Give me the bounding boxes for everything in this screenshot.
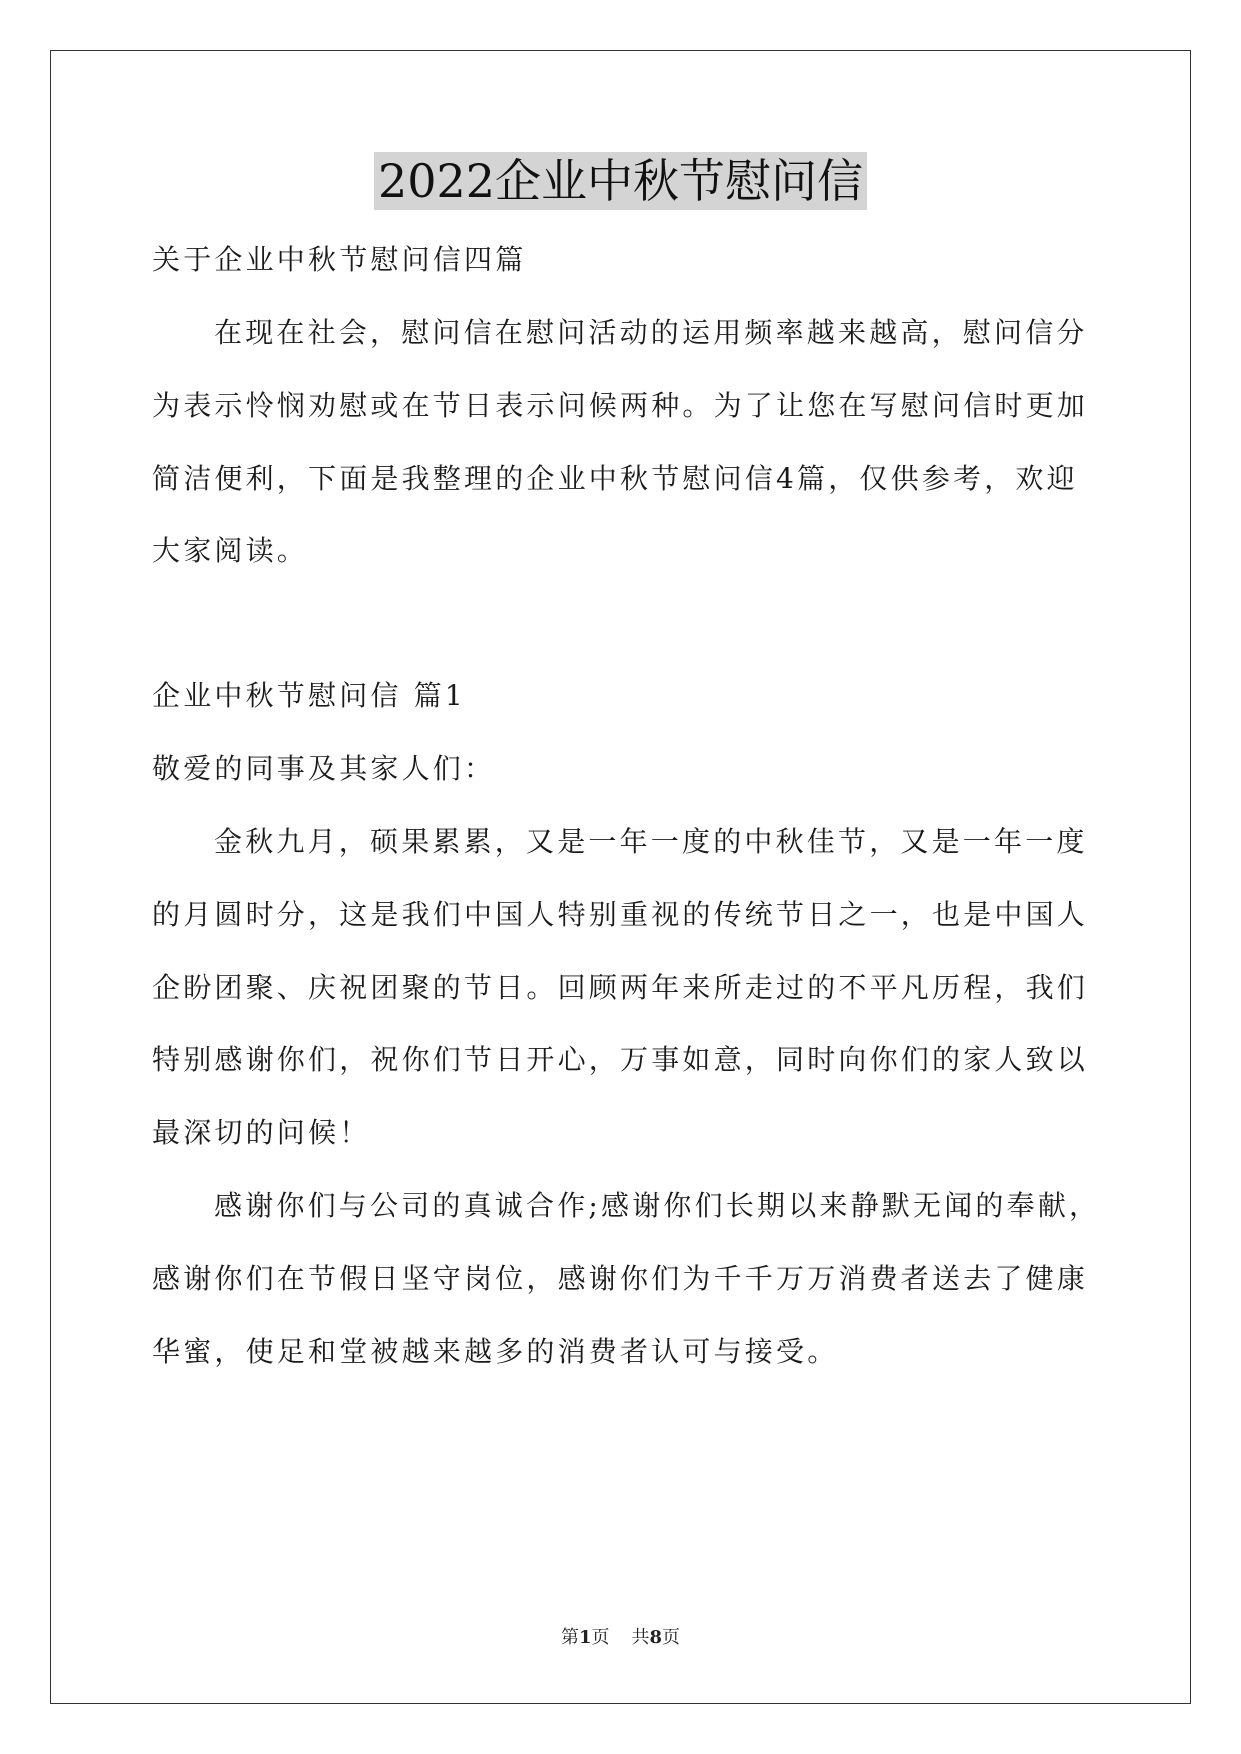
page-number: 第1页 <box>560 1627 610 1648</box>
page-total: 共8页 <box>631 1627 681 1648</box>
title-wrapper <box>0 152 1241 210</box>
intro-line: 简洁便利，下面是我整理的企业中秋节慰问信4篇，仅供参考，欢迎 <box>152 462 1078 495</box>
document-title: 2022企业中秋节慰问信 <box>374 152 867 210</box>
paragraph1-line: 的月圆时分，这是我们中国人特别重视的传统节日之一，也是中国人 <box>152 898 1089 931</box>
page-footer <box>0 1626 1241 1650</box>
document-subtitle: 关于企业中秋节慰问信四篇 <box>152 243 527 276</box>
paragraph2-line: 华蜜，使足和堂被越来越多的消费者认可与接受。 <box>152 1335 839 1368</box>
intro-line: 大家阅读。 <box>152 534 309 567</box>
intro-line: 在现在社会，慰问信在慰问活动的运用频率越来越高，慰问信分 <box>214 316 1088 349</box>
paragraph2-line: 感谢你们在节假日坚守岗位，感谢你们为千千万万消费者送去了健康 <box>152 1262 1089 1295</box>
page-border <box>50 50 1191 1704</box>
section-heading: 企业中秋节慰问信 篇1 <box>152 679 466 712</box>
paragraph1-line: 金秋九月，硕果累累，又是一年一度的中秋佳节，又是一年一度 <box>214 825 1088 858</box>
paragraph1-line: 企盼团聚、庆祝团聚的节日。回顾两年来所走过的不平凡历程，我们 <box>152 971 1089 1004</box>
paragraph1-line: 最深切的问候！ <box>152 1116 371 1149</box>
paragraph2-line: 感谢你们与公司的真诚合作;感谢你们长期以来静默无闻的奉献， <box>214 1189 1101 1222</box>
intro-line: 为表示怜悯劝慰或在节日表示问候两种。为了让您在写慰问信时更加 <box>152 389 1089 422</box>
salutation: 敬爱的同事及其家人们： <box>152 752 496 785</box>
paragraph1-line: 特别感谢你们，祝你们节日开心，万事如意，同时向你们的家人致以 <box>152 1043 1089 1076</box>
